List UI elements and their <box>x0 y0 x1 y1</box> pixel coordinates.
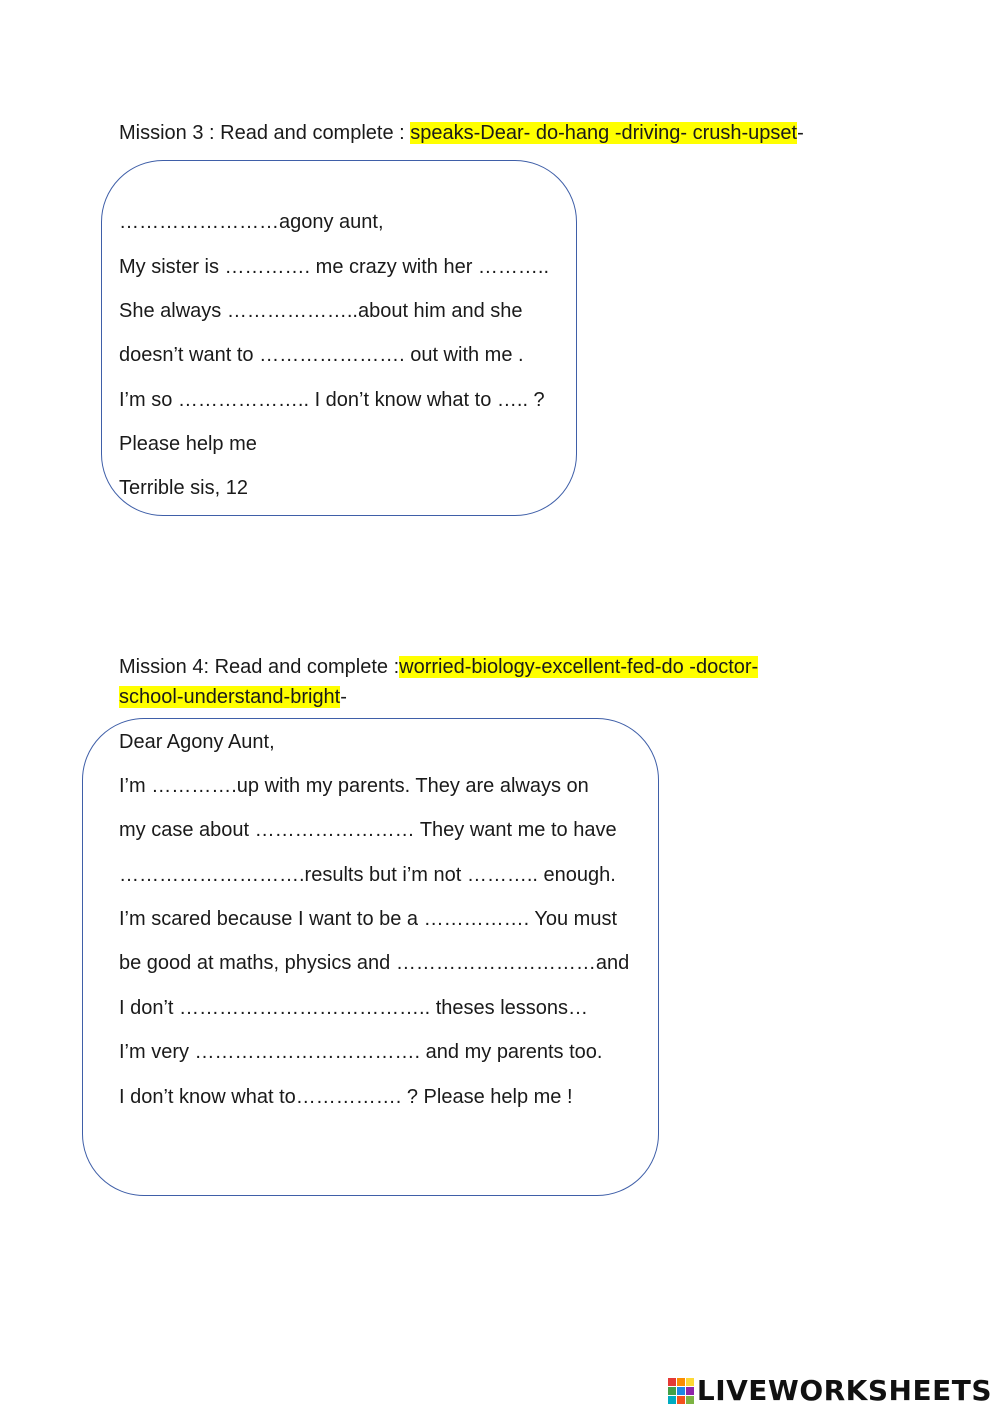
mission-4-heading-prefix: Mission 4: Read and complete : <box>119 656 400 678</box>
mission-4-line-7: I don’t ……………………………….. theses lessons… <box>119 997 589 1019</box>
mission-4-line-1: Dear Agony Aunt, <box>119 731 275 753</box>
mission-4-line-9: I don’t know what to……………. ? Please help me ! <box>119 1086 573 1108</box>
logo-square-4 <box>668 1387 676 1395</box>
mission-3-heading-prefix: Mission 3 : Read and complete : <box>119 122 411 144</box>
mission-4-heading-cont <box>119 682 347 712</box>
logo-square-5 <box>677 1387 685 1395</box>
logo-square-8 <box>677 1396 685 1404</box>
mission-3-word-bank: speaks-Dear- do-hang -driving- crush-upset <box>410 122 798 144</box>
mission-4-line-4: ……………………….results but i’m not ……….. enough. <box>119 864 616 886</box>
mission-4-line-2: I’m ………….up with my parents. They are always on <box>119 775 589 797</box>
mission-4-word-bank-line-2: school-understand-bright <box>119 686 341 708</box>
liveworksheets-brand <box>668 1374 992 1407</box>
mission-4-line-8: I’m very ……………………………. and my parents too. <box>119 1041 603 1063</box>
mission-4-heading-suffix: - <box>340 686 347 708</box>
liveworksheets-wordmark: LIVEWORKSHEETS <box>696 1374 992 1407</box>
logo-square-1 <box>668 1378 676 1386</box>
mission-3-line-3: She always ………………..about him and she <box>119 300 523 322</box>
mission-4-line-3: my case about …………………… They want me to have <box>119 819 617 841</box>
mission-3-line-2: My sister is …………. me crazy with her ……….. <box>119 256 550 278</box>
logo-square-2 <box>677 1378 685 1386</box>
mission-3-line-4: doesn’t want to …………………. out with me . <box>119 344 524 366</box>
mission-4-word-bank-line-1: worried-biology-excellent-fed-do -doctor- <box>399 656 759 678</box>
mission-3-line-7: Terrible sis, 12 <box>119 477 248 499</box>
mission-4-line-6: be good at maths, physics and …………………………and <box>119 952 630 974</box>
logo-square-3 <box>686 1378 694 1386</box>
liveworksheets-logo-icon <box>668 1378 694 1404</box>
mission-3-line-6: Please help me <box>119 433 257 455</box>
mission-3-line-5: I’m so ……………….. I don’t know what to ….. ? <box>119 389 545 411</box>
logo-square-7 <box>668 1396 676 1404</box>
logo-square-9 <box>686 1396 694 1404</box>
mission-3-heading <box>119 118 804 148</box>
mission-4-line-5: I’m scared because I want to be a ……………. You must <box>119 908 618 930</box>
logo-square-6 <box>686 1387 694 1395</box>
mission-3-line-1: ……………………agony aunt, <box>119 211 384 233</box>
mission-3-heading-suffix: - <box>797 122 804 144</box>
mission-4-heading <box>119 652 758 682</box>
